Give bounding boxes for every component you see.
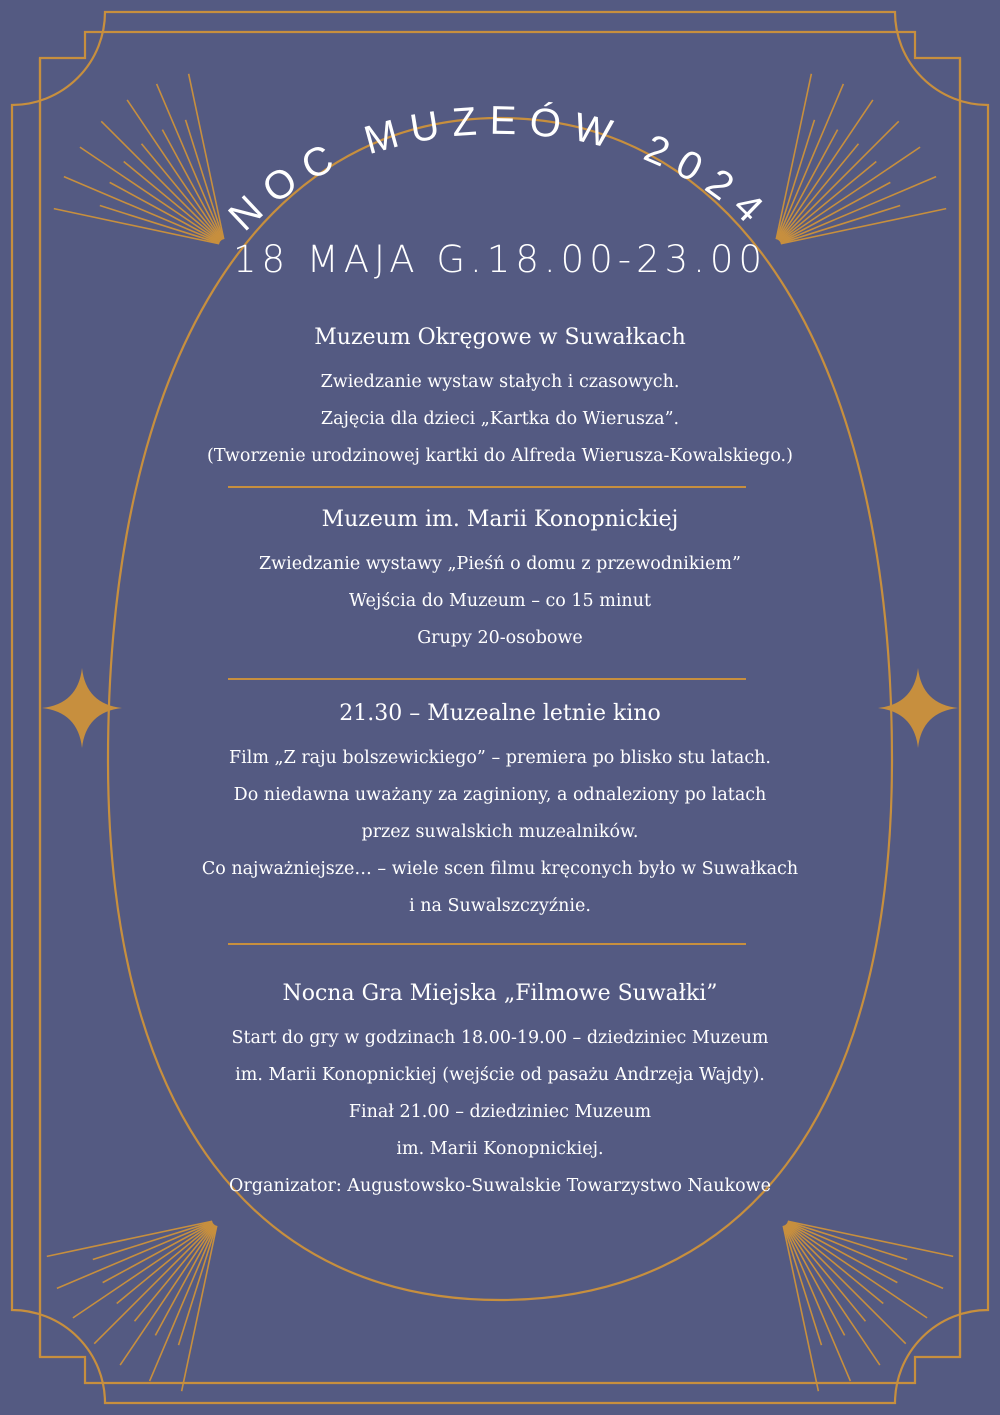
section-line: Organizator: Augustowsko-Suwalskie Towarzystwo Naukowe [229,1176,771,1196]
section-heading: 21.30 – Muzealne letnie kino [339,701,661,726]
section-line: i na Suwalszczyźnie. [409,896,591,916]
section-line: Co najważniejsze… – wiele scen filmu kręconych było w Suwałkach [201,859,799,879]
section-heading: Muzeum Okręgowe w Suwałkach [314,325,686,350]
section-line: Zajęcia dla dzieci „Kartka do Wierusza”. [320,409,680,429]
section-line: Start do gry w godzinach 18.00-19.00 – dziedziniec Muzeum [231,1028,769,1048]
divider [228,943,746,945]
section-line: Grupy 20-osobowe [417,628,583,648]
section-city-game [150,976,850,1205]
section-line: Zwiedzanie wystaw stałych i czasowych. [320,372,680,392]
section-line: im. Marii Konopnickiej (wejście od pasażu Andrzeja Wajdy). [235,1065,765,1085]
section-heading: Nocna Gra Miejska „Filmowe Suwałki” [282,981,718,1006]
event-date: 18 MAJA G.18.00-23.00 [232,238,768,281]
section-line: im. Marii Konopnickiej. [396,1139,604,1159]
divider [228,678,746,680]
section-museum-okregowe [150,320,850,475]
section-line: Wejścia do Muzeum – co 15 minut [348,591,652,611]
section-line: (Tworzenie urodzinowej kartki do Alfreda Wierusza-Kowalskiego.) [207,446,793,466]
section-museum-konopnickiej [150,502,850,657]
section-line: Do niedawna uważany za zaginiony, a odnaleziony po latach [233,785,767,805]
page-title: NOC MUZEÓW 2024 [220,98,780,240]
section-line: Finał 21.00 – dziedziniec Muzeum [348,1102,652,1122]
divider [228,486,746,488]
section-line: przez suwalskich muzealników. [361,822,639,842]
section-line: Zwiedzanie wystawy „Pieśń o domu z przewodnikiem” [259,554,741,574]
section-heading: Muzeum im. Marii Konopnickiej [321,507,679,532]
section-cinema [150,696,850,925]
section-line: Film „Z raju bolszewickiego” – premiera po blisko stu latach. [229,748,771,768]
